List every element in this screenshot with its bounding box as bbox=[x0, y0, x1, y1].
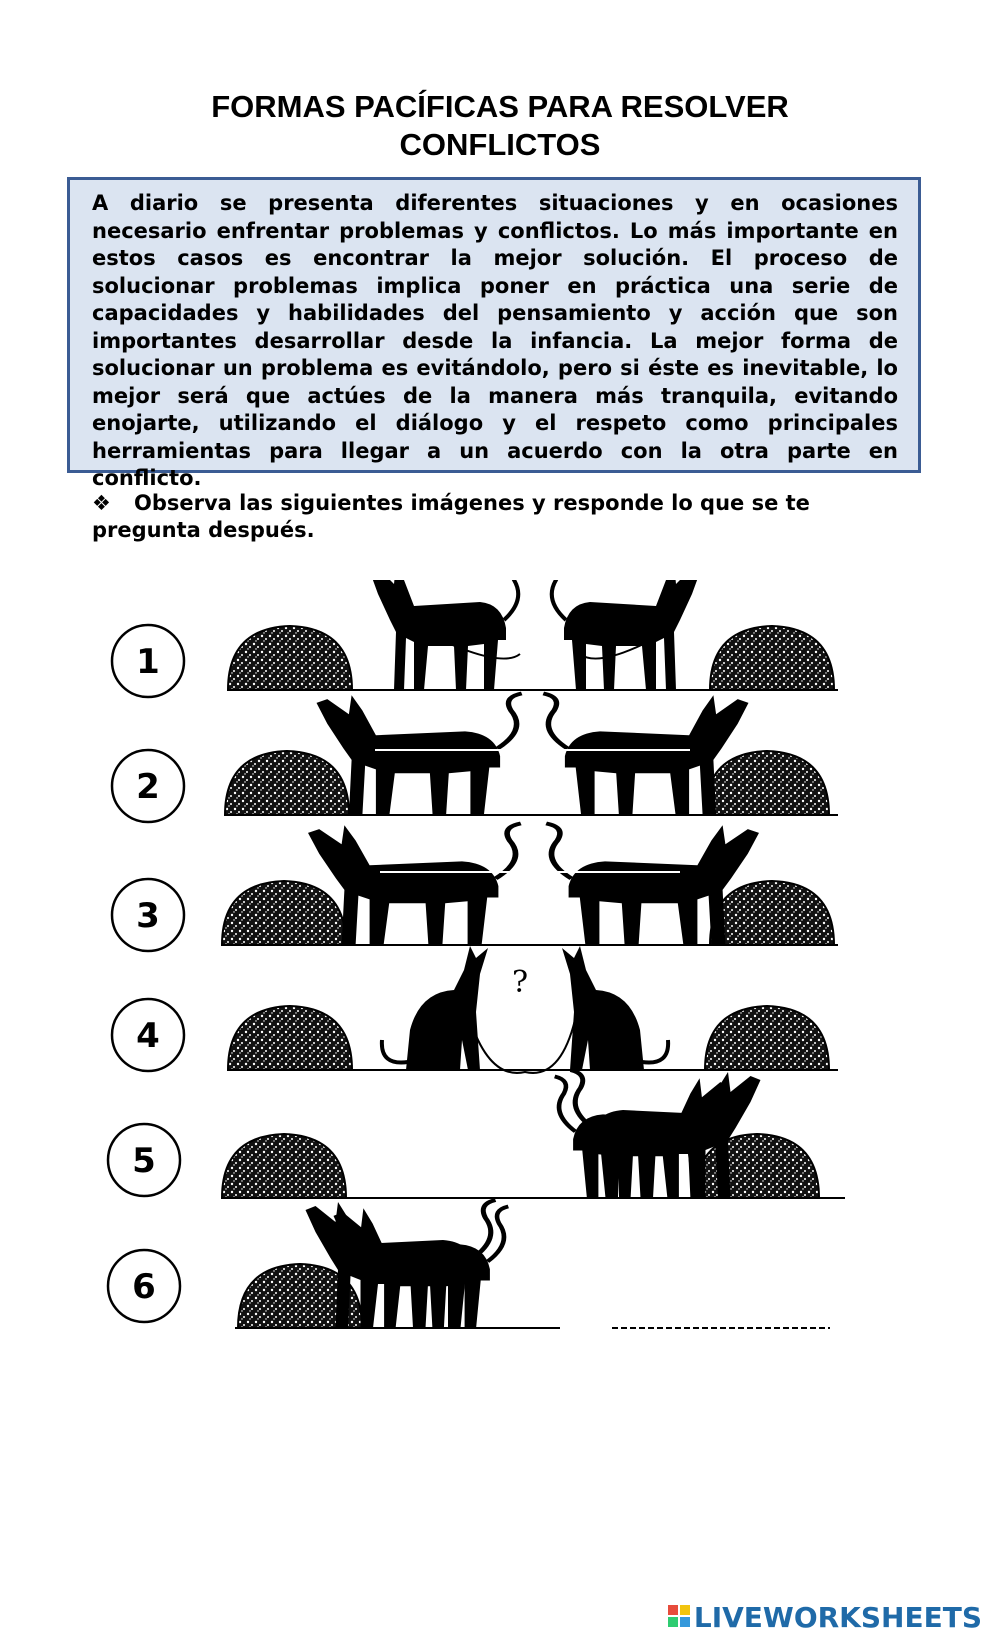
liveworksheets-logo bbox=[668, 1600, 982, 1634]
question-mark: ? bbox=[511, 965, 529, 1000]
panel-number-5: 5 bbox=[132, 1141, 156, 1181]
panel-5-scene bbox=[222, 1070, 845, 1198]
panel-4-scene bbox=[228, 946, 838, 1073]
panel-1-scene bbox=[228, 580, 838, 690]
panel-3-scene bbox=[222, 823, 838, 945]
intro-box bbox=[67, 177, 921, 490]
panel-number-1: 1 bbox=[136, 642, 160, 682]
panel-number-4: 4 bbox=[136, 1016, 160, 1056]
title-line-1: FORMAS PACÍFICAS PARA RESOLVER bbox=[211, 89, 789, 124]
panel-number-3: 3 bbox=[136, 896, 160, 936]
panel-2-scene bbox=[225, 693, 838, 815]
panel-6-scene bbox=[235, 1200, 830, 1328]
panel-number-circles bbox=[108, 625, 184, 1322]
diamond-bullet-icon: ❖ bbox=[92, 491, 111, 515]
instruction-text: Observa las siguientes imágenes y responde lo que se te pregunta después. bbox=[92, 491, 810, 542]
title-line-2: CONFLICTOS bbox=[399, 127, 601, 162]
logo-text: LIVEWORKSHEETS bbox=[693, 1600, 982, 1634]
panel-number-2: 2 bbox=[136, 767, 160, 807]
logo-icon bbox=[668, 1605, 692, 1629]
donkeys-illustration bbox=[0, 580, 1000, 1380]
page-title bbox=[0, 88, 1000, 164]
intro-text: A diario se presenta diferentes situaciones y en ocasiones necesario enfrentar problemas y conflictos. Lo más importante en estos casos es encontrar la mejor solución. El proceso de solucionar problemas implica poner en práctica una serie de capacidades y habilidades del pensamiento y acción que son importantes desarrollar desde la infancia. La mejor forma de solucionar un problema es evitándolo, pero si éste es inevitable, lo mejor será que actúes de la manera más tranquila, evitando enojarte, utilizando el diálogo y el respeto como principales herramientas para llegar a un acuerdo con la otra parte en conflicto. bbox=[92, 191, 898, 490]
panel-number-6: 6 bbox=[132, 1267, 156, 1307]
instruction bbox=[92, 490, 912, 544]
